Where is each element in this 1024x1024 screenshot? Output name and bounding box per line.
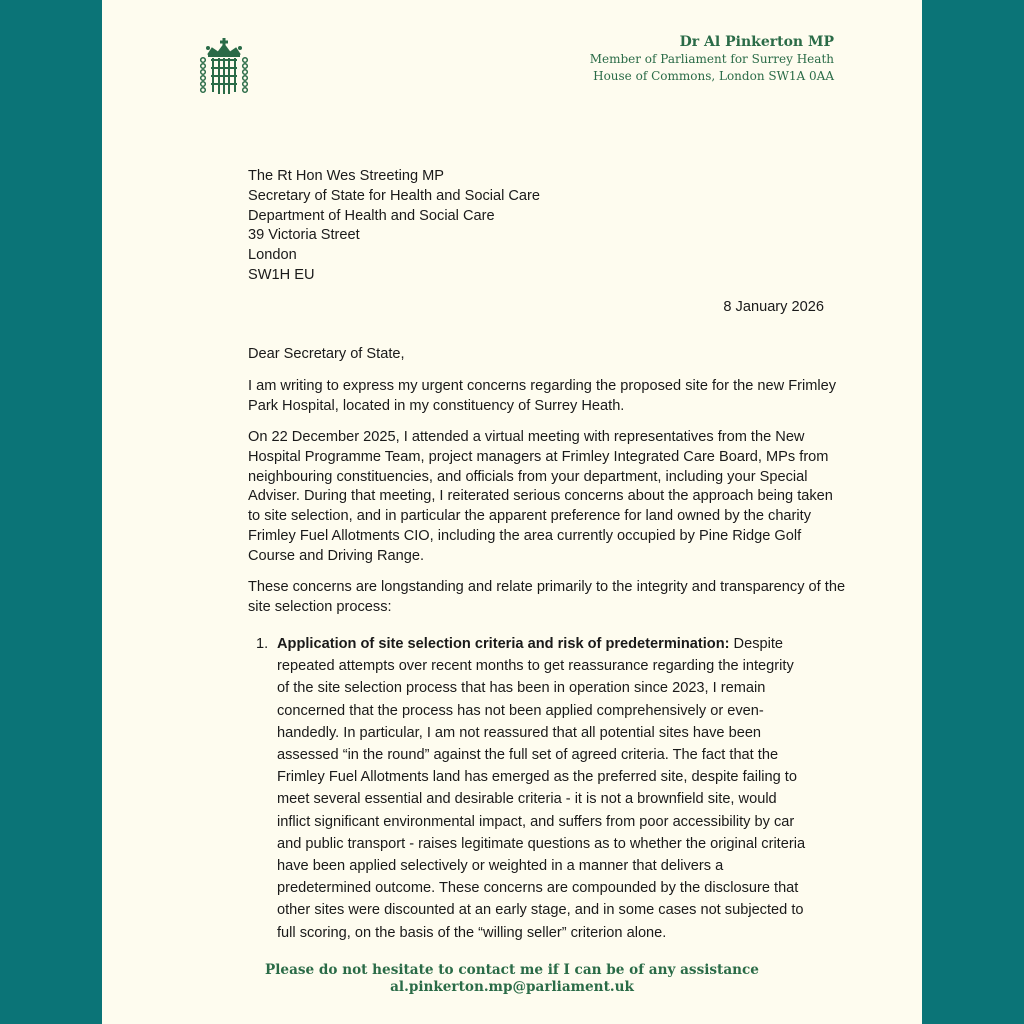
paragraph-meeting: On 22 December 2025, I attended a virtual meeting with representatives from the New Hospital Programme Team, project managers at Frimley Integrated Care Board, MPs from neighbouring constituencies, and officials from your department, including your Special Adviser. During that meeting, I reiterated serious concerns about the approach being taken to site selection, and in particular the apparent preference for land owned by the charity Frimley Fuel Allotments CIO, including the area currently occupied by Pine Ridge Golf Course and Driving Range. <box>248 429 833 564</box>
portcullis-crest-icon <box>198 38 250 100</box>
mp-address: House of Commons, London SW1A 0AA <box>593 69 834 83</box>
letter-date: 8 January 2026 <box>723 299 824 315</box>
footer <box>102 962 922 996</box>
item-text: Despite repeated attempts over recent months to get reassurance regarding the integrity of the site selection process that has been in operation since 2023, I remain concerned that the process has not been applied comprehensively or even-handedly. In particular, I am not reassured that all potential sites have been assessed “in the round” against the full set of agreed criteria. The fact that the Frimley Fuel Allotments land has emerged as the preferred site, despite failing to meet several essential and desirable criteria - it is not a brownfield site, would inflict significant environmental impact, and suffers from poor accessibility by car and public transport - raises legitimate questions as to whether the original criteria have been applied selectively or weighted in a manner that delivers a predetermined outcome. These concerns are compounded by the disclosure that other sites were discounted at an early stage, and in some cases not subjected to full scoring, on the basis of the “willing seller” criterion alone. <box>277 636 806 941</box>
recipient-line: London <box>248 247 297 264</box>
recipient-line: Department of Health and Social Care <box>248 207 495 224</box>
salutation: Dear Secretary of State, <box>248 346 405 362</box>
recipient-address <box>248 167 540 286</box>
mp-name: Dr Al Pinkerton MP <box>679 34 834 50</box>
recipient-line: SW1H EU <box>248 266 315 283</box>
recipient-line: The Rt Hon Wes Streeting MP <box>248 168 445 184</box>
footer-message: Please do not hesitate to contact me if I can be of any assistance <box>265 962 759 978</box>
recipient-line: 39 Victoria Street <box>248 227 360 244</box>
paragraph-intro: I am writing to express my urgent concerns regarding the proposed site for the new Frimley Park Hospital, located in my constituency of Surrey Heath. <box>248 378 837 414</box>
letter-page <box>102 0 922 1024</box>
footer-email[interactable]: al.pinkerton.mp@parliament.uk <box>390 979 634 995</box>
item-heading: Application of site selection criteria and risk of predetermination: <box>277 636 730 652</box>
paragraph-concerns: These concerns are longstanding and relate primarily to the integrity and transparency of the site selection process: <box>248 579 846 615</box>
recipient-line: Secretary of State for Health and Social Care <box>248 187 541 204</box>
item-body <box>277 633 807 944</box>
item-number: 1. <box>256 636 269 652</box>
mp-constituency: Member of Parliament for Surrey Heath <box>589 52 834 66</box>
letterhead <box>590 33 834 85</box>
